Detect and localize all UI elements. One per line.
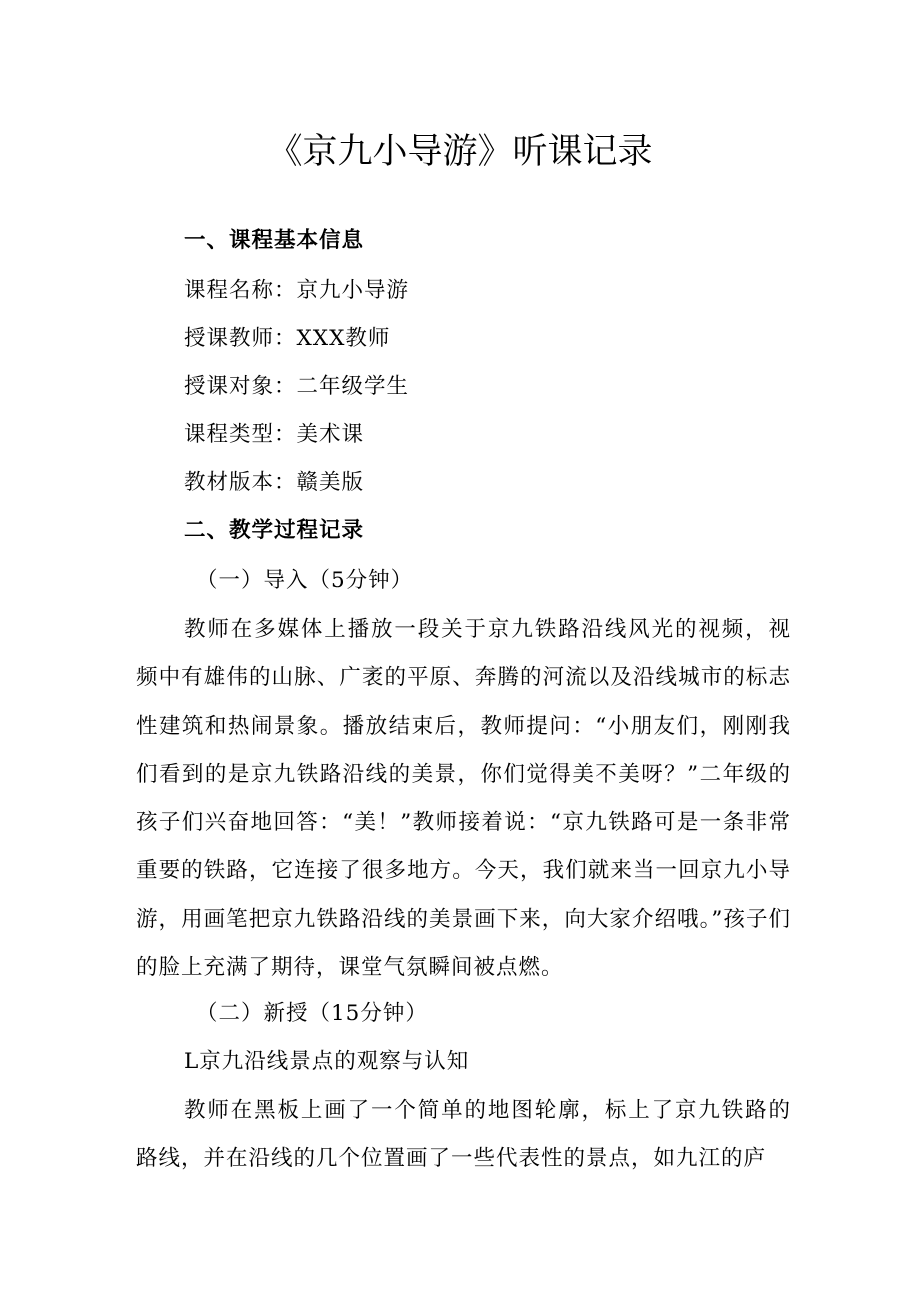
- part1-heading: （一）导入（5分钟）: [196, 568, 414, 593]
- part2-paragraph: 教师在黑板上画了一个简单的地图轮廓，标上了京九铁路的路线，并在沿线的几个位置画了一些代表性的景点，如九江的庐: [136, 1098, 791, 1172]
- course-name-line: 课程名称：京九小导游: [184, 278, 410, 303]
- teacher-line: 授课教师：XXX教师: [184, 326, 391, 351]
- document-title: 《京九小导游》听课记录: [267, 132, 653, 172]
- audience-line: 授课对象：二年级学生: [184, 374, 410, 399]
- section-heading-basic-info: 一、课程基本信息: [184, 228, 365, 253]
- part1-paragraph: 教师在多媒体上播放一段关于京九铁路沿线风光的视频，视频中有雄伟的山脉、广袤的平原、奔腾的河流以及沿线城市的标志性建筑和热闹景象。播放结束后，教师提问：“小朋友们，刚刚我们看到的是京九铁路沿线的美景，你们觉得美不美呀？”二年级的孩子们兴奋地回答：“美！”教师接着说：“京九铁路可是一条非常重要的铁路，它连接了很多地方。今天，我们就来当一回京九小导游，用画笔把京九铁路沿线的美景画下来，向大家介绍哦。”孩子们的脸上充满了期待，课堂气氛瞬间被点燃。: [136, 617, 791, 981]
- textbook-line: 教材版本：赣美版: [184, 470, 365, 495]
- part2-heading: （二）新授（15分钟）: [196, 1001, 428, 1026]
- section-heading-teaching-process: 二、教学过程记录: [184, 518, 365, 543]
- course-type-line: 课程类型：美术课: [184, 422, 365, 447]
- part2-subheading: L京九沿线景点的观察与认知: [184, 1049, 470, 1074]
